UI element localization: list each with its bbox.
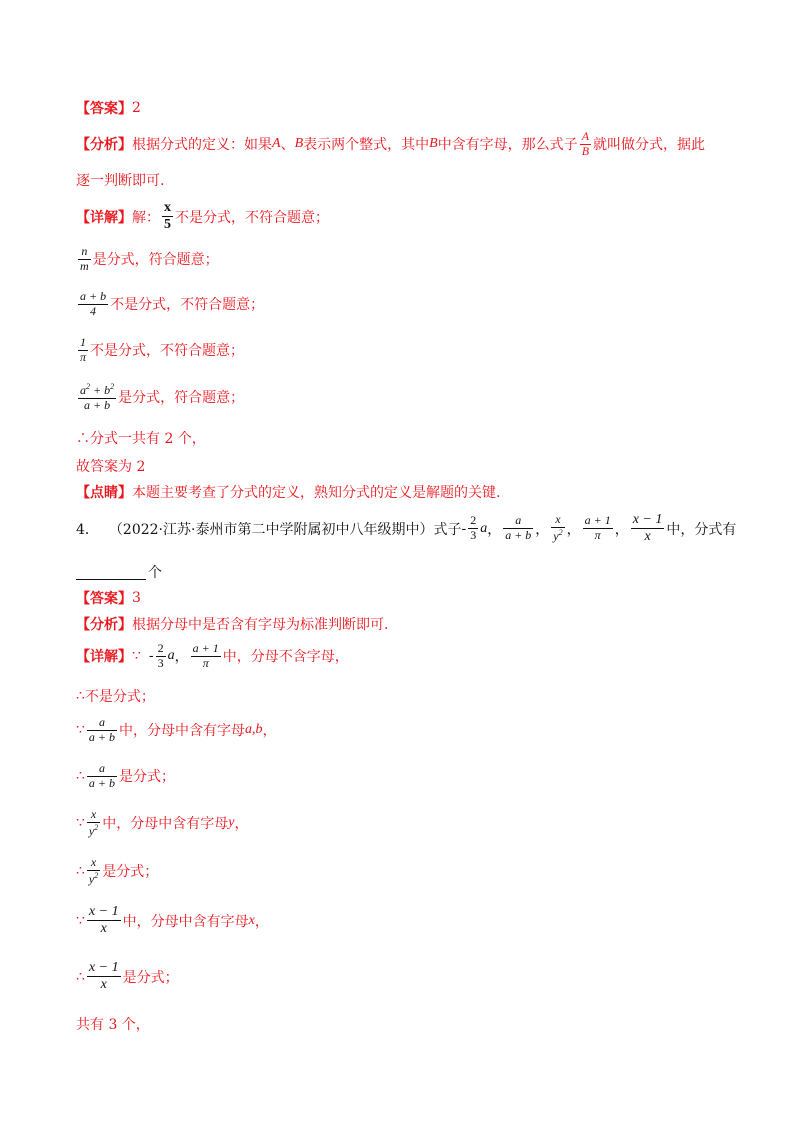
detail-text: 中，分母中含有字母 bbox=[119, 723, 246, 740]
question-number: 4． bbox=[76, 521, 99, 538]
q4-detail-8 bbox=[76, 960, 179, 993]
fraction-x-over-y2 bbox=[87, 856, 100, 887]
q4-answer-line bbox=[76, 588, 141, 608]
q4-question-line bbox=[76, 512, 736, 545]
denominator: $y^2$ bbox=[88, 870, 99, 886]
detail-prefix: 解： bbox=[132, 209, 160, 226]
q4-detail-4 bbox=[76, 762, 175, 791]
comment-text: 本题主要考查了分式的定义，熟知分式的定义是解题的关键. bbox=[132, 485, 501, 501]
denominator: 3 bbox=[470, 528, 477, 543]
numerator: x bbox=[555, 512, 561, 527]
detail-tag: 【详解】 bbox=[76, 649, 132, 666]
analysis-text: 就叫做分式，据此 bbox=[593, 137, 706, 154]
letter-y: y bbox=[228, 815, 235, 831]
fraction-n-over-m bbox=[78, 245, 91, 274]
denominator: a + b bbox=[505, 528, 532, 543]
therefore-symbol: ∴ bbox=[76, 768, 85, 785]
q3-detail-2 bbox=[76, 245, 219, 274]
therefore-symbol: ∴ bbox=[76, 968, 85, 985]
denominator: x bbox=[100, 977, 107, 993]
numerator: x − 1 bbox=[88, 904, 119, 919]
q4-detail-1 bbox=[76, 642, 349, 671]
therefore-symbol: ∴ bbox=[76, 863, 85, 880]
fraction-x-over-y2 bbox=[551, 513, 564, 544]
q4-detail-6 bbox=[76, 856, 158, 887]
fraction-a-plus-b-over-4 bbox=[78, 290, 108, 319]
q4-total-line bbox=[76, 1014, 150, 1034]
minus-sign: - bbox=[148, 648, 154, 665]
answer-blank[interactable] bbox=[76, 565, 146, 580]
fraction-sum-of-squares bbox=[78, 382, 116, 413]
separator: ， bbox=[614, 521, 629, 538]
denominator: 3 bbox=[157, 655, 164, 670]
minus-sign: - bbox=[461, 520, 467, 537]
var-a: A bbox=[272, 136, 281, 152]
separator: ， bbox=[174, 649, 189, 666]
analysis-tag: 【分析】 bbox=[76, 617, 132, 633]
final-answer-text: 故答案为 2 bbox=[76, 459, 146, 475]
detail-text: 不是分式，不符合题意； bbox=[175, 209, 329, 226]
denominator: m bbox=[80, 258, 89, 273]
q3-answer-line bbox=[76, 98, 141, 118]
analysis-tag: 【分析】 bbox=[76, 137, 132, 154]
detail-text: 中，分母中含有字母 bbox=[102, 816, 229, 833]
separator: ， bbox=[487, 521, 502, 538]
numerator: 2 bbox=[157, 641, 164, 655]
separator: ， bbox=[234, 816, 249, 833]
fraction-a-plus-1-over-pi bbox=[191, 642, 221, 671]
detail-text: 是分式，符合题意； bbox=[118, 390, 245, 407]
denominator: a + b bbox=[88, 729, 116, 744]
because-symbol: ∵ bbox=[132, 648, 141, 665]
answer-tag: 【答案】 bbox=[76, 101, 132, 117]
letter-x: x bbox=[248, 912, 255, 928]
denominator: $y^2$ bbox=[553, 528, 563, 544]
fraction-x-over-y2 bbox=[87, 808, 100, 839]
because-symbol: ∵ bbox=[76, 815, 85, 832]
q4-detail-5 bbox=[76, 808, 248, 839]
fraction-2-over-3 bbox=[468, 514, 478, 543]
therefore-symbol: ∴ bbox=[76, 688, 85, 704]
analysis-text: 根据分母中是否含有字母为标准判断即可. bbox=[132, 617, 389, 633]
numerator: a + 1 bbox=[192, 641, 219, 655]
var-b: B bbox=[294, 136, 304, 152]
fraction-x-minus-1-over-x bbox=[87, 960, 121, 993]
q3-detail-4 bbox=[76, 336, 244, 365]
detail-text: 不是分式，不符合题意； bbox=[110, 297, 265, 314]
count-text: ∴分式一共有 2 个， bbox=[76, 431, 206, 447]
numerator: x bbox=[90, 855, 97, 869]
unit-text: 个 bbox=[148, 565, 162, 581]
detail-text: 是分式，符合题意； bbox=[92, 252, 219, 269]
denominator: 5 bbox=[164, 217, 171, 233]
detail-text: 不是分式，不符合题意； bbox=[90, 343, 245, 360]
q3-count-line bbox=[76, 428, 206, 448]
detail-text: 中，分母中含有字母 bbox=[122, 913, 249, 930]
var-b: B bbox=[429, 136, 438, 152]
fraction-a-over-b bbox=[580, 130, 591, 159]
numerator: A bbox=[581, 129, 590, 143]
numerator: 2 bbox=[470, 513, 477, 528]
separator: ， bbox=[262, 723, 277, 740]
fraction-x-over-5 bbox=[162, 200, 173, 233]
detail-text: 是分式； bbox=[102, 864, 159, 881]
total-text: 共有 3 个， bbox=[76, 1017, 150, 1033]
question-source: （2022·江苏·泰州市第二中学附属初中八年级期中）式子 bbox=[108, 521, 462, 538]
numerator: a bbox=[98, 715, 105, 729]
q3-analysis-line2 bbox=[76, 170, 164, 190]
separator: ， bbox=[535, 521, 550, 538]
detail-text: 不是分式； bbox=[84, 689, 155, 705]
separator: 、 bbox=[280, 137, 295, 154]
detail-text: 中，分母不含字母， bbox=[222, 649, 349, 666]
numerator: x − 1 bbox=[88, 960, 119, 975]
var-y: y bbox=[88, 823, 95, 838]
fraction-a-over-a-plus-b bbox=[87, 762, 117, 791]
denominator: a + b bbox=[84, 397, 111, 412]
analysis-text: 逐一判断即可. bbox=[76, 173, 165, 189]
q4-blank-line bbox=[76, 562, 162, 582]
denominator: π bbox=[202, 655, 209, 670]
fraction-1-over-pi bbox=[78, 336, 88, 365]
numerator: a + b bbox=[80, 289, 107, 303]
answer-value: 2 bbox=[132, 100, 141, 116]
denominator: B bbox=[581, 143, 590, 158]
numerator: x bbox=[90, 807, 97, 821]
denominator: π bbox=[594, 528, 601, 543]
fraction-a-over-a-plus-b bbox=[87, 716, 117, 745]
question-text: 中，分式有 bbox=[666, 521, 737, 538]
denominator: x bbox=[644, 529, 651, 545]
var-a: a bbox=[480, 520, 488, 536]
because-symbol: ∵ bbox=[76, 912, 85, 929]
numerator: a + 1 bbox=[584, 513, 611, 528]
q4-detail-7 bbox=[76, 904, 269, 937]
analysis-text: 根据分式的定义：如果 bbox=[132, 137, 272, 154]
q3-final-line bbox=[76, 456, 145, 476]
q3-detail-3 bbox=[76, 290, 264, 319]
fraction-x-minus-1-over-x bbox=[87, 904, 121, 937]
q3-detail-line bbox=[76, 200, 329, 233]
numerator: x bbox=[164, 200, 171, 215]
denominator: 4 bbox=[90, 303, 97, 318]
q4-detail-3 bbox=[76, 716, 277, 745]
detail-tag: 【详解】 bbox=[76, 209, 132, 226]
separator: ， bbox=[254, 913, 269, 930]
denominator: a + b bbox=[88, 775, 116, 790]
answer-tag: 【答案】 bbox=[76, 591, 132, 607]
numerator: $a^2 + b^2$ bbox=[80, 382, 115, 397]
detail-text: 是分式； bbox=[122, 969, 179, 986]
letters-ab: a,b bbox=[245, 722, 263, 738]
comment-tag: 【点睛】 bbox=[76, 485, 132, 501]
var-a: a bbox=[167, 648, 175, 664]
detail-text: 是分式； bbox=[119, 769, 176, 786]
answer-value: 3 bbox=[132, 590, 141, 606]
fraction-a-over-a-plus-b bbox=[503, 514, 533, 543]
denominator: x bbox=[100, 921, 107, 937]
term-b: + b bbox=[90, 383, 111, 397]
separator: ， bbox=[566, 521, 581, 538]
fraction-x-minus-1-over-x bbox=[631, 512, 665, 545]
numerator: x − 1 bbox=[632, 512, 663, 527]
numerator: a bbox=[515, 513, 522, 528]
q3-detail-5 bbox=[76, 382, 244, 413]
q4-analysis-line bbox=[76, 614, 388, 634]
numerator: 1 bbox=[80, 335, 86, 349]
denominator: π bbox=[80, 349, 87, 364]
fraction-2-over-3 bbox=[156, 642, 166, 671]
analysis-text: 中含有字母，那么式子 bbox=[437, 137, 578, 154]
numerator: n bbox=[81, 244, 88, 258]
because-symbol: ∵ bbox=[76, 722, 85, 739]
numerator: a bbox=[98, 761, 105, 775]
term-a: a bbox=[80, 383, 86, 397]
var-y: y bbox=[88, 871, 95, 886]
var-y: y bbox=[553, 529, 559, 544]
q3-analysis-line bbox=[76, 130, 705, 159]
denominator: $y^2$ bbox=[88, 822, 99, 838]
q3-comment-line bbox=[76, 482, 500, 502]
fraction-a-plus-1-over-pi bbox=[583, 514, 613, 543]
q4-detail-2 bbox=[76, 686, 155, 706]
analysis-text: 表示两个整式，其中 bbox=[303, 137, 430, 154]
